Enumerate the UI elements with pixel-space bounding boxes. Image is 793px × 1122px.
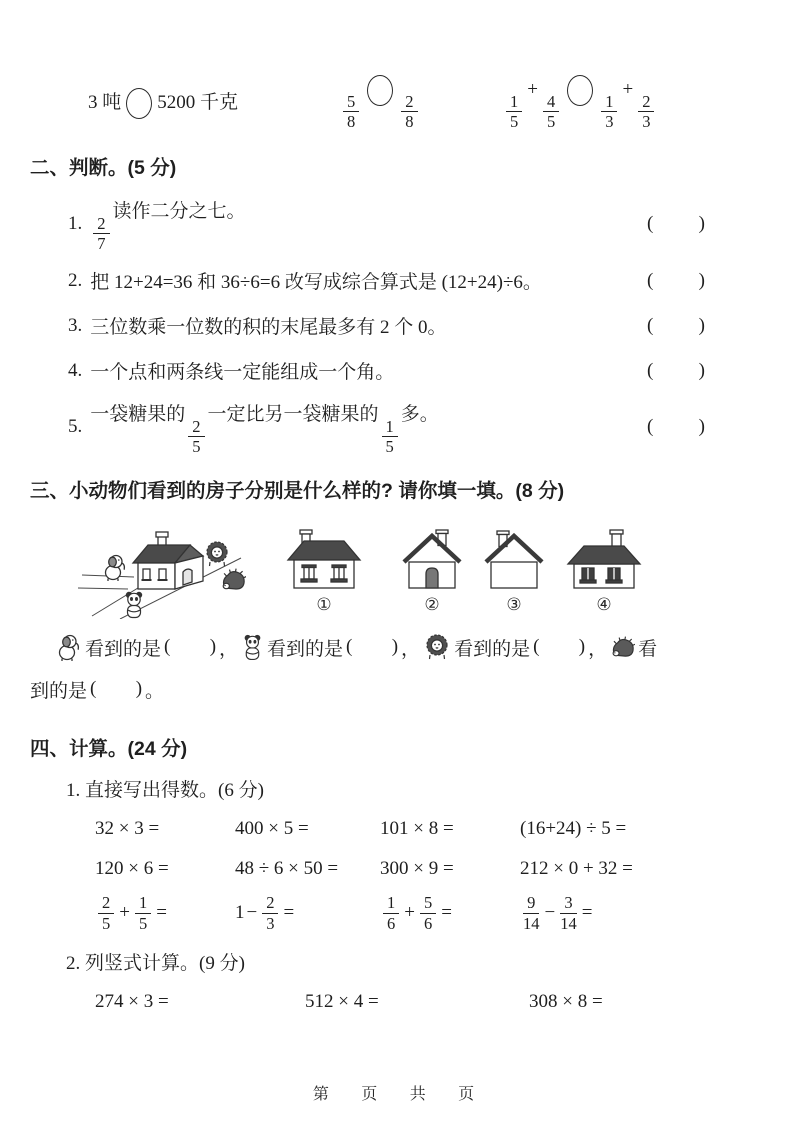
fraction: $\frac{2}{3}$ <box>638 93 654 131</box>
fraction: $\frac{2}{7}$ <box>93 215 109 253</box>
fraction: $\frac{2}{3}$ <box>262 894 278 932</box>
math-expression: 400 × 5 = <box>235 818 309 840</box>
panda-icon <box>241 634 264 661</box>
house-label-2: ② <box>424 595 440 615</box>
calc-sub2-heading: 2. 列竖式计算。(9 分) <box>66 952 245 974</box>
house-view-1 <box>284 528 364 615</box>
house-4-back-view <box>564 528 644 590</box>
judge-item-1: 1. $\frac{2}{7}$ 读作二分之七。 ( ) <box>68 201 705 254</box>
fraction: $\frac{2}{5}$ <box>98 894 114 932</box>
math-expression: 120 × 6 = <box>95 858 169 880</box>
math-expression: 512 × 4 = <box>305 990 379 1012</box>
math-expression: 48 ÷ 6 × 50 = <box>235 858 339 880</box>
fraction: $\frac{2}{5}$ <box>188 418 204 456</box>
math-expression: (16+24) ÷ 5 = <box>520 818 627 840</box>
math-expression: $\frac{1}{6}$ + $\frac{5}{6}$ = <box>380 894 520 932</box>
fraction-math-row <box>0 894 793 932</box>
math-expression: 274 × 3 = <box>95 990 169 1012</box>
compare-item-fraction-sums <box>503 75 657 130</box>
fraction: $\frac{1}{5}$ <box>506 93 522 131</box>
fraction: $\frac{5}{8}$ <box>343 93 359 131</box>
fraction: $\frac{2}{8}$ <box>401 93 417 131</box>
judge-item-3: 3. 三位数乘一位数的积的末尾最多有 2 个 0。 ( ) <box>68 314 705 339</box>
calc-sub1-heading: 1. 直接写出得数。(6 分) <box>66 780 264 802</box>
house-view-4 <box>564 528 644 615</box>
compare-left-text: 3 吨 <box>88 91 122 113</box>
scene-illustration <box>78 515 264 619</box>
house-view-3 <box>482 528 546 615</box>
comparison-row <box>0 78 793 132</box>
houses-figure-row <box>0 515 793 619</box>
fraction: $\frac{1}{5}$ <box>382 418 398 456</box>
fraction: $\frac{1}{6}$ <box>383 894 399 932</box>
page-footer: 第 页 共 页 <box>312 1086 481 1103</box>
hedgehog-icon <box>610 636 635 659</box>
compare-item-mass <box>88 87 340 119</box>
fill-line-2: 到的是 ( ) 。 <box>30 678 165 702</box>
math-expression: 308 × 8 = <box>529 990 603 1012</box>
mental-math-grid <box>0 818 793 880</box>
math-expression: 212 × 0 + 32 = <box>520 858 633 880</box>
fill-line-1: 看到的是 ( ) ， 看到的是 ( ) ， 看到的是 ( ) ， 看 <box>0 627 793 667</box>
math-expression: 101 × 8 = <box>380 818 454 840</box>
scene-house <box>133 532 203 589</box>
math-expression: $\frac{2}{5}$ + $\frac{1}{5}$ = <box>95 894 235 932</box>
comparison-circle <box>567 75 593 106</box>
house-label-3: ③ <box>506 595 522 615</box>
answer-blank: ( ) <box>164 636 217 658</box>
fraction: $\frac{4}{5}$ <box>543 93 559 131</box>
lion-icon <box>423 634 451 660</box>
judge-item-5: 5. 一袋糖果的 $\frac{2}{5}$ 一定比另一袋糖果的 $\frac{1}{5}$ 多。 ( ) <box>68 403 705 456</box>
column-method-row <box>0 991 793 1013</box>
math-expression: 300 × 9 = <box>380 858 454 880</box>
house-label-1: ① <box>316 595 332 615</box>
answer-blank: ( ) <box>533 636 586 658</box>
answer-blank: ( ) <box>90 678 143 700</box>
fraction: $\frac{1}{5}$ <box>135 894 151 932</box>
compare-right-text: 5200 千克 <box>157 91 239 113</box>
comparison-circle <box>367 75 393 106</box>
answer-blank: ( ) <box>647 415 705 437</box>
math-expression: 1 − $\frac{2}{3}$ = <box>235 893 295 933</box>
math-expression: 32 × 3 = <box>95 818 160 840</box>
answer-blank: ( ) <box>346 636 399 658</box>
answer-blank: ( ) <box>647 359 705 381</box>
panda-icon <box>126 593 141 618</box>
answer-blank: ( ) <box>647 314 705 336</box>
math-expression: $\frac{9}{14}$ − $\frac{3}{14}$ = <box>523 893 593 933</box>
house-1-front-view <box>284 528 364 590</box>
judge-list <box>0 196 793 455</box>
answer-blank: ( ) <box>647 213 705 235</box>
compare-item-fractions <box>340 75 503 130</box>
judge-item-4: 4. 一个点和两条线一定能组成一个角。 ( ) <box>68 359 705 384</box>
section-calc-heading: 四、计算。(24 分) <box>30 738 188 761</box>
comparison-circle <box>126 88 152 119</box>
house-view-2 <box>400 528 464 615</box>
hedgehog-icon <box>223 569 246 589</box>
fraction: $\frac{1}{3}$ <box>601 93 617 131</box>
answer-blank: ( ) <box>647 269 705 291</box>
fraction: $\frac{9}{14}$ <box>523 893 540 933</box>
judge-item-2: 2. 把 12+24=36 和 36÷6=6 改写成综合算式是 (12+24)÷6。 ( ) <box>68 269 705 294</box>
section-judge-heading: 二、判断。(5 分) <box>30 157 177 179</box>
house-label-4: ④ <box>596 595 612 615</box>
section-houses-heading: 三、小动物们看到的房子分别是什么样的? 请你填一填。(8 分) <box>30 480 565 503</box>
fraction: $\frac{3}{14}$ <box>560 893 577 933</box>
plus-operator: + <box>622 79 634 101</box>
lion-icon <box>207 542 227 566</box>
plus-operator: + <box>527 79 538 101</box>
house-2-side-door-view <box>400 528 464 590</box>
elephant-icon <box>56 633 82 661</box>
house-3-side-plain-view <box>482 528 546 590</box>
fraction: $\frac{5}{6}$ <box>420 894 436 932</box>
